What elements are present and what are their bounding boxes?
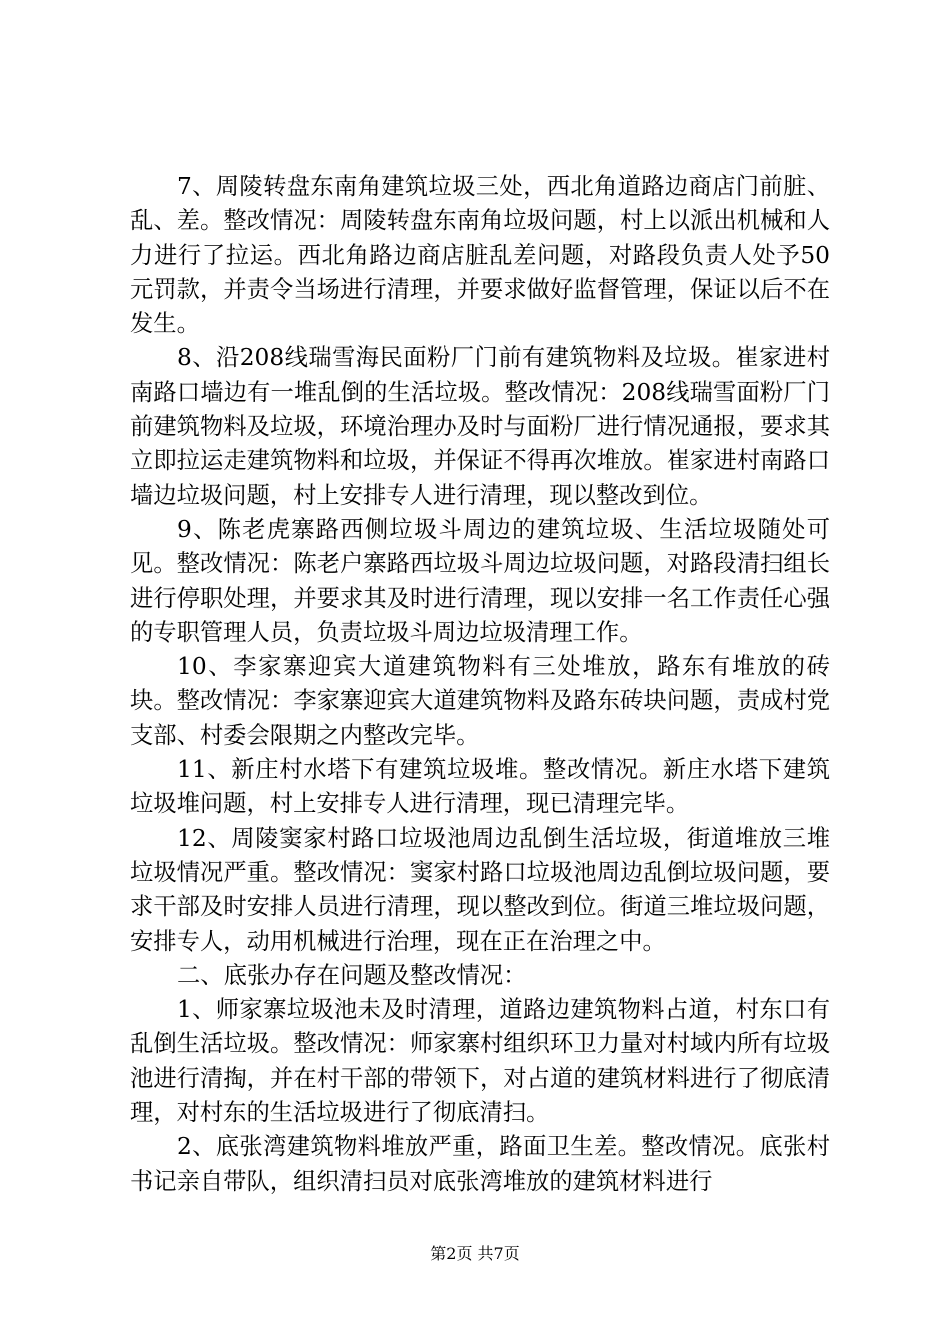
section-heading-dizhang: 二、底张办存在问题及整改情况： [177,961,527,989]
paragraph-item-10: 10、李家寨迎宾大道建筑物料有三处堆放，路东有堆放的砖块。整改情况：李家寨迎宾大道建筑物料及路东砖块问题，责成村党支部、村委会限期之内整改完毕。 [130,653,830,749]
paragraph-dizhang-1: 1、师家寨垃圾池未及时清理，道路边建筑物料占道，村东口有乱倒生活垃圾。整改情况：师家寨村组织环卫力量对村域内所有垃圾池进行清掏，并在村干部的带领下，对占道的建筑材料进行了彻底清理，对村东的生活垃圾进行了彻底清扫。 [130,996,830,1127]
paragraph-item-8: 8、沿208线瑞雪海民面粉厂门前有建筑物料及垃圾。崔家进村南路口墙边有一堆乱倒的生活垃圾。整改情况：208线瑞雪面粉厂门前建筑物料及垃圾，环境治理办及时与面粉厂进行情况通报，要求其立即拉运走建筑物料和垃圾，并保证不得再次堆放。崔家进村南路口墙边垃圾问题，村上安排专人进行清理，现以整改到位。 [130,344,830,509]
paragraph-item-7: 7、周陵转盘东南角建筑垃圾三处，西北角道路边商店门前脏、乱、差。整改情况：周陵转盘东南角垃圾问题，村上以派出机械和人力进行了拉运。西北角路边商店脏乱差问题，对路段负责人处予50元罚款，并责令当场进行清理，并要求做好监督管理，保证以后不在发生。 [130,173,830,338]
document-body [130,170,830,1199]
paragraph-item-11: 11、新庄村水塔下有建筑垃圾堆。整改情况。新庄水塔下建筑垃圾堆问题，村上安排专人进行清理，现已清理完毕。 [130,756,830,818]
paragraph-dizhang-2: 2、底张湾建筑物料堆放严重，路面卫生差。整改情况。底张村书记亲自带队，组织清扫员对底张湾堆放的建筑材料进行 [130,1133,830,1195]
paragraph-item-12: 12、周陵窦家村路口垃圾池周边乱倒生活垃圾，街道堆放三堆垃圾情况严重。整改情况：窦家村路口垃圾池周边乱倒垃圾问题，要求干部及时安排人员进行清理，现以整改到位。街道三堆垃圾问题，安排专人，动用机械进行治理，现在正在治理之中。 [130,824,830,955]
page-footer: 第2页 共7页 [430,1244,520,1263]
paragraph-item-9: 9、陈老虎寨路西侧垃圾斗周边的建筑垃圾、生活垃圾随处可见。整改情况：陈老户寨路西垃圾斗周边垃圾问题，对路段清扫组长进行停职处理，并要求其及时进行清理，现以安排一名工作责任心强的专职管理人员，负责垃圾斗周边垃圾清理工作。 [130,515,830,646]
